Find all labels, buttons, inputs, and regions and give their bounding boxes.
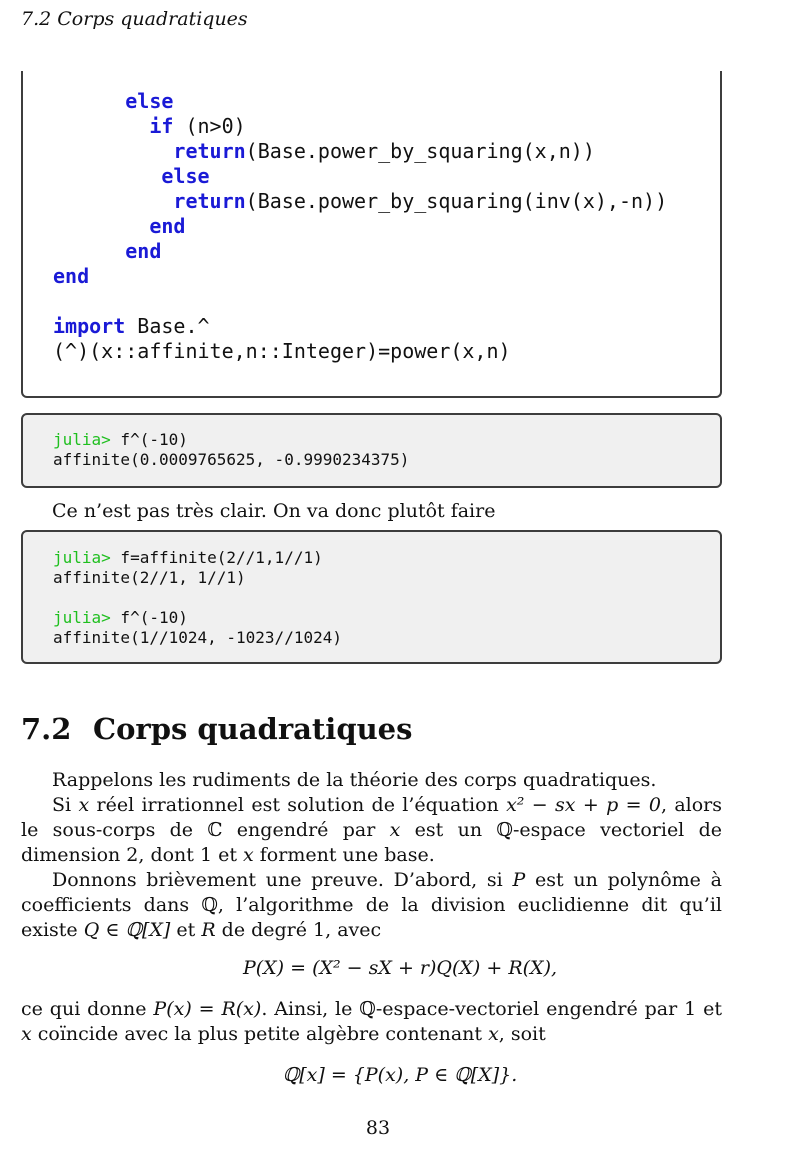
code-text xyxy=(53,164,161,188)
code-line xyxy=(53,114,246,138)
repl-input-line xyxy=(53,608,188,627)
page-number: 83 xyxy=(365,1117,391,1139)
repl-prompt: julia> xyxy=(53,548,111,567)
qx-equation: ℚ[x] = {P(x), P ∈ ℚ[X]}. xyxy=(282,1064,518,1086)
repl-block-2 xyxy=(21,530,722,664)
code-line xyxy=(53,139,595,163)
code-line xyxy=(53,164,210,188)
code-text xyxy=(53,139,173,163)
p4-text-b: . Ainsi, le ℚ-espace-vectoriel engendré par 1 et xyxy=(261,998,722,1020)
section-number: 7.2 xyxy=(21,712,72,746)
code-text xyxy=(53,214,149,238)
repl-input-line xyxy=(53,430,188,449)
code-keyword: end xyxy=(125,239,162,263)
code-line xyxy=(53,214,185,238)
section-title: Corps quadratiques xyxy=(93,712,413,746)
repl-command: f=affinite(2//1,1//1) xyxy=(110,548,323,567)
running-head: 7.2 Corps quadratiques xyxy=(21,8,248,30)
var-x: x xyxy=(243,844,254,866)
repl-output-line: affinite(2//1, 1//1) xyxy=(53,568,246,587)
code-text xyxy=(53,239,125,263)
code-line xyxy=(53,339,511,363)
code-keyword: return xyxy=(173,139,246,163)
p3-text-a: Donnons brièvement une preuve. D’abord, si xyxy=(52,869,513,891)
var-x: x xyxy=(389,819,401,841)
code-keyword: end xyxy=(53,264,90,288)
quadratic-equation: x² − sx + p = 0 xyxy=(506,794,661,816)
repl-input-line xyxy=(53,548,323,567)
p2-text-b: réel irrationnel est solution de l’équation xyxy=(89,794,507,816)
code-text: Base.^ xyxy=(125,314,210,338)
paragraph-2 xyxy=(21,793,722,868)
code-line xyxy=(53,264,89,288)
paragraph-4 xyxy=(21,997,722,1047)
var-P: P xyxy=(512,869,526,891)
code-text xyxy=(53,89,125,113)
code-text: (n>0) xyxy=(173,114,246,138)
repl-command: f^(-10) xyxy=(110,430,188,449)
p3-text-c: et xyxy=(170,919,202,941)
code-keyword: end xyxy=(149,214,186,238)
division-equation: P(X) = (X² − sX + r)Q(X) + R(X), xyxy=(242,957,558,979)
repl-session-2 xyxy=(53,548,342,648)
repl-block-1 xyxy=(21,413,722,488)
transition-sentence: Ce n’est pas très clair. On va donc plutôt faire xyxy=(52,500,496,522)
repl-output-line: affinite(1//1024, -1023//1024) xyxy=(53,628,342,647)
code-text: (^)(x::affinite,n::Integer)=power(x,n) xyxy=(53,339,511,363)
code-text: (Base.power_by_squaring(inv(x),-n)) xyxy=(245,189,668,213)
code-line xyxy=(53,89,173,113)
code-keyword: if xyxy=(149,114,174,138)
repl-command: f^(-10) xyxy=(110,608,188,627)
var-x: x xyxy=(21,1023,32,1045)
var-x: x xyxy=(488,1023,499,1045)
p-equals-r: P(x) = R(x) xyxy=(153,998,262,1020)
code-text xyxy=(53,114,149,138)
q-in-qx: Q ∈ ℚ[X] xyxy=(83,919,171,941)
code-line xyxy=(53,239,161,263)
p2-text-c: , alors le sous-corps de ℂ engendré par xyxy=(21,794,722,841)
var-R: R xyxy=(201,919,216,941)
paragraph-1 xyxy=(21,768,722,793)
paragraph-3 xyxy=(21,868,722,943)
p4-text-d: , soit xyxy=(498,1023,546,1045)
p3-text-b: est un polynôme à coefficients dans ℚ, l’algorithme de la division euclidienne dit qu’il existe xyxy=(21,869,722,941)
section-heading xyxy=(21,712,412,746)
p4-text-c: coïncide avec la plus petite algèbre contenant xyxy=(31,1023,489,1045)
code-text: (Base.power_by_squaring(x,n)) xyxy=(245,139,595,163)
var-x: x xyxy=(78,794,90,816)
code-keyword: return xyxy=(173,189,246,213)
code-keyword: else xyxy=(125,89,174,113)
paragraph-1-text: Rappelons les rudiments de la théorie des corps quadratiques. xyxy=(52,769,657,791)
p4-text-a: ce qui donne xyxy=(21,998,154,1020)
repl-session-1 xyxy=(53,430,409,470)
p3-text-d: de degré 1, avec xyxy=(215,919,382,941)
code-line xyxy=(53,314,210,338)
p2-text-e: forment une base. xyxy=(253,844,435,866)
repl-prompt: julia> xyxy=(53,430,111,449)
repl-output-line: affinite(0.0009765625, -0.9990234375) xyxy=(53,450,410,469)
repl-prompt: julia> xyxy=(53,608,111,627)
p2-text-a: Si xyxy=(52,794,79,816)
code-line xyxy=(53,189,667,213)
code-listing xyxy=(53,89,667,364)
p2-text-d: est un ℚ-espace vectoriel de dimension 2, dont 1 et xyxy=(21,819,722,866)
code-keyword: else xyxy=(161,164,210,188)
code-text xyxy=(53,189,173,213)
code-keyword: import xyxy=(53,314,126,338)
code-block xyxy=(21,71,722,398)
